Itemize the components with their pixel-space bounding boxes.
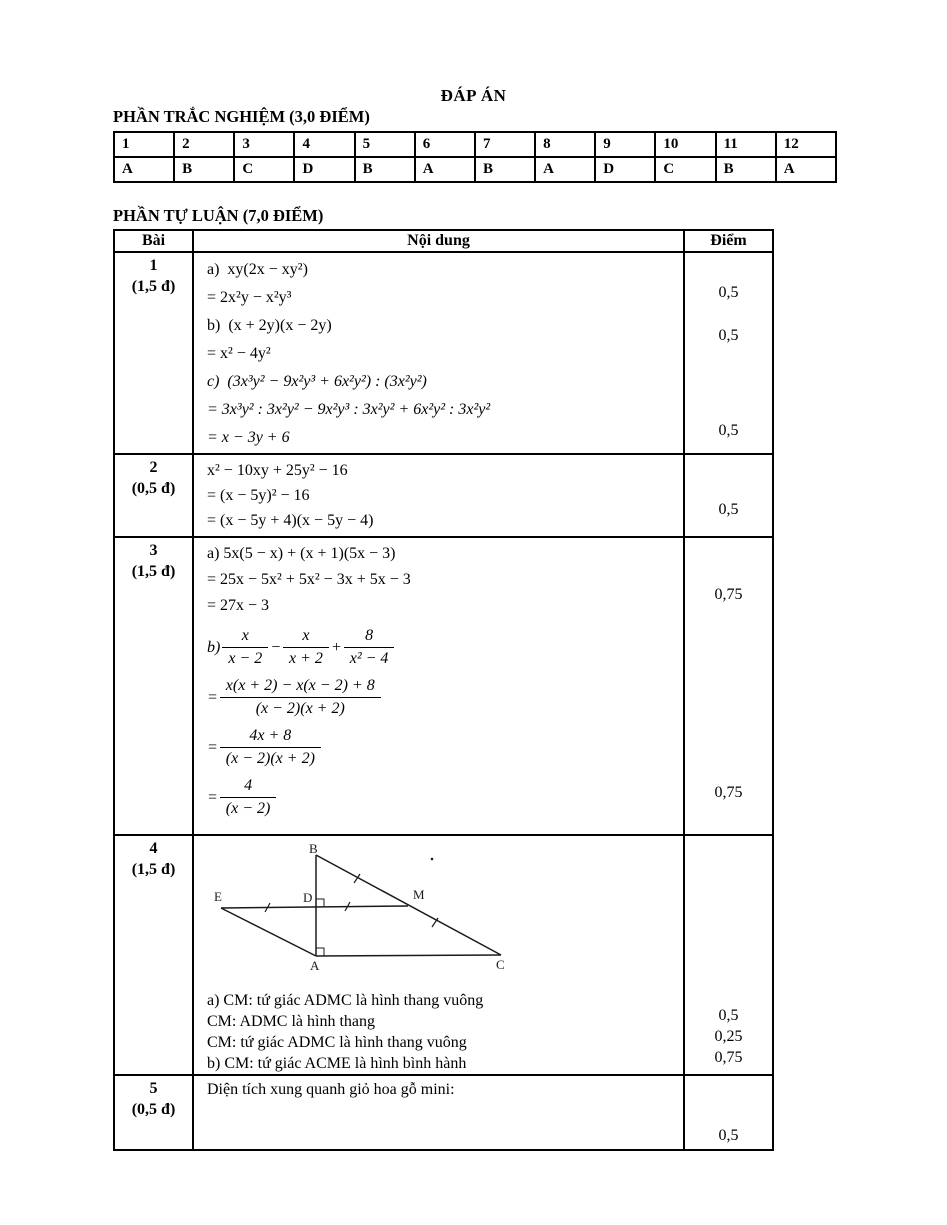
essay-column-header: Nội dung bbox=[193, 230, 684, 252]
fraction bbox=[283, 626, 329, 669]
essay-row bbox=[114, 537, 773, 835]
essay-row bbox=[114, 454, 773, 537]
problem-number-cell bbox=[114, 454, 193, 537]
fraction-denominator: (x − 2)(x + 2) bbox=[255, 700, 345, 717]
mcq-answer-row bbox=[114, 157, 836, 182]
segment-BC bbox=[316, 855, 501, 955]
page-title: ĐÁP ÁN bbox=[440, 86, 507, 105]
mcq-number-cell: 1 bbox=[114, 132, 174, 157]
math-text: = bbox=[207, 788, 218, 806]
score-value: 0,5 bbox=[718, 501, 739, 518]
mcq-answer-cell: A bbox=[776, 157, 836, 182]
mcq-number-cell: 2 bbox=[174, 132, 234, 157]
fraction-numerator: 4 bbox=[220, 776, 277, 798]
point-label-A: A bbox=[310, 958, 320, 973]
mcq-answer-cell: A bbox=[114, 157, 174, 182]
solution-math-line bbox=[207, 776, 679, 819]
solution-line: c) (3x³y² − 9x²y³ + 6x²y²) : (3x²y²) bbox=[207, 373, 427, 390]
problem-points-label: (1,5 đ) bbox=[131, 563, 176, 580]
fraction-numerator: 4x + 8 bbox=[220, 726, 321, 748]
score-value: 0,5 bbox=[718, 1007, 739, 1024]
math-text: b) bbox=[207, 638, 221, 656]
geometry-figure bbox=[203, 842, 513, 988]
fraction-denominator: x − 2 bbox=[228, 650, 263, 667]
fraction-numerator: x bbox=[283, 626, 329, 648]
problem-points-label: (1,5 đ) bbox=[131, 278, 176, 295]
solution-line: = (x − 5y + 4)(x − 5y − 4) bbox=[207, 512, 374, 529]
solution-line: a) CM: tứ giác ADMC là hình thang vuông bbox=[207, 992, 484, 1009]
point-label-C: C bbox=[496, 957, 505, 972]
essay-section-heading: PHẦN TỰ LUẬN (7,0 ĐIỂM) bbox=[113, 206, 324, 225]
score-value: 0,75 bbox=[714, 784, 743, 801]
solution-line: b) CM: tứ giác ACME là hình bình hành bbox=[207, 1055, 467, 1072]
score-cell bbox=[684, 252, 773, 454]
mcq-number-cell: 11 bbox=[716, 132, 776, 157]
segment-EA bbox=[221, 908, 316, 956]
mcq-answer-cell: D bbox=[294, 157, 354, 182]
solution-line: Diện tích xung quanh giỏ hoa gỗ mini: bbox=[207, 1081, 455, 1098]
segment-EM bbox=[221, 906, 408, 908]
fraction-denominator: x² − 4 bbox=[349, 650, 389, 667]
math-text: + bbox=[330, 638, 342, 656]
stray-dot bbox=[431, 858, 434, 861]
segment-AC bbox=[316, 955, 501, 956]
solution-line: a) 5x(5 − x) + (x + 1)(5x − 3) bbox=[207, 545, 396, 562]
mcq-answer-cell: B bbox=[475, 157, 535, 182]
fraction-denominator: (x − 2) bbox=[225, 800, 271, 817]
figure-lines bbox=[221, 855, 501, 956]
score-value: 0,5 bbox=[718, 422, 739, 439]
score-cell bbox=[684, 1075, 773, 1150]
mcq-table bbox=[113, 131, 837, 183]
fraction-numerator: x(x + 2) − x(x − 2) + 8 bbox=[220, 676, 381, 698]
mcq-number-cell: 3 bbox=[234, 132, 294, 157]
mcq-answer-cell: D bbox=[595, 157, 655, 182]
solution-line: b) (x + 2y)(x − 2y) bbox=[207, 317, 332, 334]
fraction-denominator: x + 2 bbox=[289, 650, 323, 667]
math-text: = bbox=[207, 688, 218, 706]
score-cell bbox=[684, 537, 773, 835]
score-value: 0,75 bbox=[714, 586, 743, 603]
mcq-number-cell: 10 bbox=[655, 132, 715, 157]
solution-line: x² − 10xy + 25y² − 16 bbox=[207, 462, 348, 479]
essay-table bbox=[113, 229, 774, 1151]
problem-number: 3 bbox=[149, 542, 158, 559]
mcq-answer-cell: A bbox=[415, 157, 475, 182]
mcq-answer-cell: B bbox=[716, 157, 776, 182]
fraction bbox=[220, 676, 381, 719]
solution-line: = 27x − 3 bbox=[207, 597, 270, 614]
essay-row bbox=[114, 252, 773, 454]
problem-number-cell bbox=[114, 252, 193, 454]
essay-row bbox=[114, 835, 773, 1075]
problem-number: 4 bbox=[149, 840, 158, 857]
solution-math-line bbox=[207, 626, 679, 669]
fraction bbox=[344, 626, 395, 669]
problem-number: 1 bbox=[149, 257, 158, 274]
solution-content-cell bbox=[193, 1075, 684, 1150]
solution-line: = 3x³y² : 3x²y² − 9x²y³ : 3x²y² + 6x²y² : 3x²y² bbox=[207, 401, 491, 418]
solution-line: CM: ADMC là hình thang bbox=[207, 1013, 376, 1030]
solution-content-cell bbox=[193, 454, 684, 537]
solution-line: = 2x²y − x²y³ bbox=[207, 289, 292, 306]
fraction bbox=[220, 726, 321, 769]
score-value: 0,25 bbox=[714, 1028, 743, 1045]
problem-points-label: (0,5 đ) bbox=[131, 1101, 176, 1118]
score-cell bbox=[684, 835, 773, 1075]
mcq-answer-cell: B bbox=[174, 157, 234, 182]
solution-content-cell bbox=[193, 537, 684, 835]
score-value: 0,5 bbox=[718, 327, 739, 344]
right-angle-A bbox=[316, 948, 324, 956]
solution-math-line bbox=[207, 676, 679, 719]
essay-column-header: Điểm bbox=[684, 230, 773, 252]
math-text: = bbox=[207, 738, 218, 756]
problem-points-label: (1,5 đ) bbox=[131, 861, 176, 878]
fraction-numerator: x bbox=[222, 626, 268, 648]
mcq-number-cell: 7 bbox=[475, 132, 535, 157]
fraction-numerator: 8 bbox=[344, 626, 395, 648]
score-value: 0,75 bbox=[714, 1049, 743, 1066]
score-value: 0,5 bbox=[718, 1127, 739, 1144]
mcq-number-cell: 4 bbox=[294, 132, 354, 157]
score-value: 0,5 bbox=[718, 284, 739, 301]
mcq-answer-cell: A bbox=[535, 157, 595, 182]
essay-row bbox=[114, 1075, 773, 1150]
mcq-number-cell: 5 bbox=[355, 132, 415, 157]
essay-column-header: Bài bbox=[114, 230, 193, 252]
fraction bbox=[220, 776, 277, 819]
mcq-number-row bbox=[114, 132, 836, 157]
solution-line: = (x − 5y)² − 16 bbox=[207, 487, 310, 504]
mcq-number-cell: 6 bbox=[415, 132, 475, 157]
mcq-number-cell: 8 bbox=[535, 132, 595, 157]
point-label-E: E bbox=[214, 889, 222, 904]
fraction bbox=[222, 626, 268, 669]
solution-line: = x − 3y + 6 bbox=[207, 429, 290, 446]
solution-line: CM: tứ giác ADMC là hình thang vuông bbox=[207, 1034, 467, 1051]
mcq-section-heading: PHẦN TRẮC NGHIỆM (3,0 ĐIỂM) bbox=[113, 107, 370, 126]
solution-content-cell bbox=[193, 835, 684, 1075]
problem-number: 5 bbox=[149, 1080, 158, 1097]
point-label-M: M bbox=[413, 887, 425, 902]
mcq-number-cell: 12 bbox=[776, 132, 836, 157]
problem-number-cell bbox=[114, 537, 193, 835]
score-cell bbox=[684, 454, 773, 537]
point-label-D: D bbox=[303, 890, 313, 905]
mcq-answer-cell: C bbox=[234, 157, 294, 182]
solution-content-cell bbox=[193, 252, 684, 454]
problem-number-cell bbox=[114, 835, 193, 1075]
problem-number-cell bbox=[114, 1075, 193, 1150]
solution-math-line bbox=[207, 726, 679, 769]
mcq-number-cell: 9 bbox=[595, 132, 655, 157]
solution-line: a) xy(2x − xy²) bbox=[207, 261, 308, 278]
problem-number: 2 bbox=[149, 459, 158, 476]
solution-line: = 25x − 5x² + 5x² − 3x + 5x − 3 bbox=[207, 571, 411, 588]
point-label-B: B bbox=[309, 842, 318, 856]
mcq-answer-cell: C bbox=[655, 157, 715, 182]
problem-points-label: (0,5 đ) bbox=[131, 480, 176, 497]
fraction-denominator: (x − 2)(x + 2) bbox=[225, 750, 315, 767]
mcq-answer-cell: B bbox=[355, 157, 415, 182]
right-angle-D bbox=[316, 899, 324, 907]
essay-header-row bbox=[114, 230, 773, 252]
math-text: − bbox=[270, 638, 282, 656]
solution-line: = x² − 4y² bbox=[207, 345, 271, 362]
